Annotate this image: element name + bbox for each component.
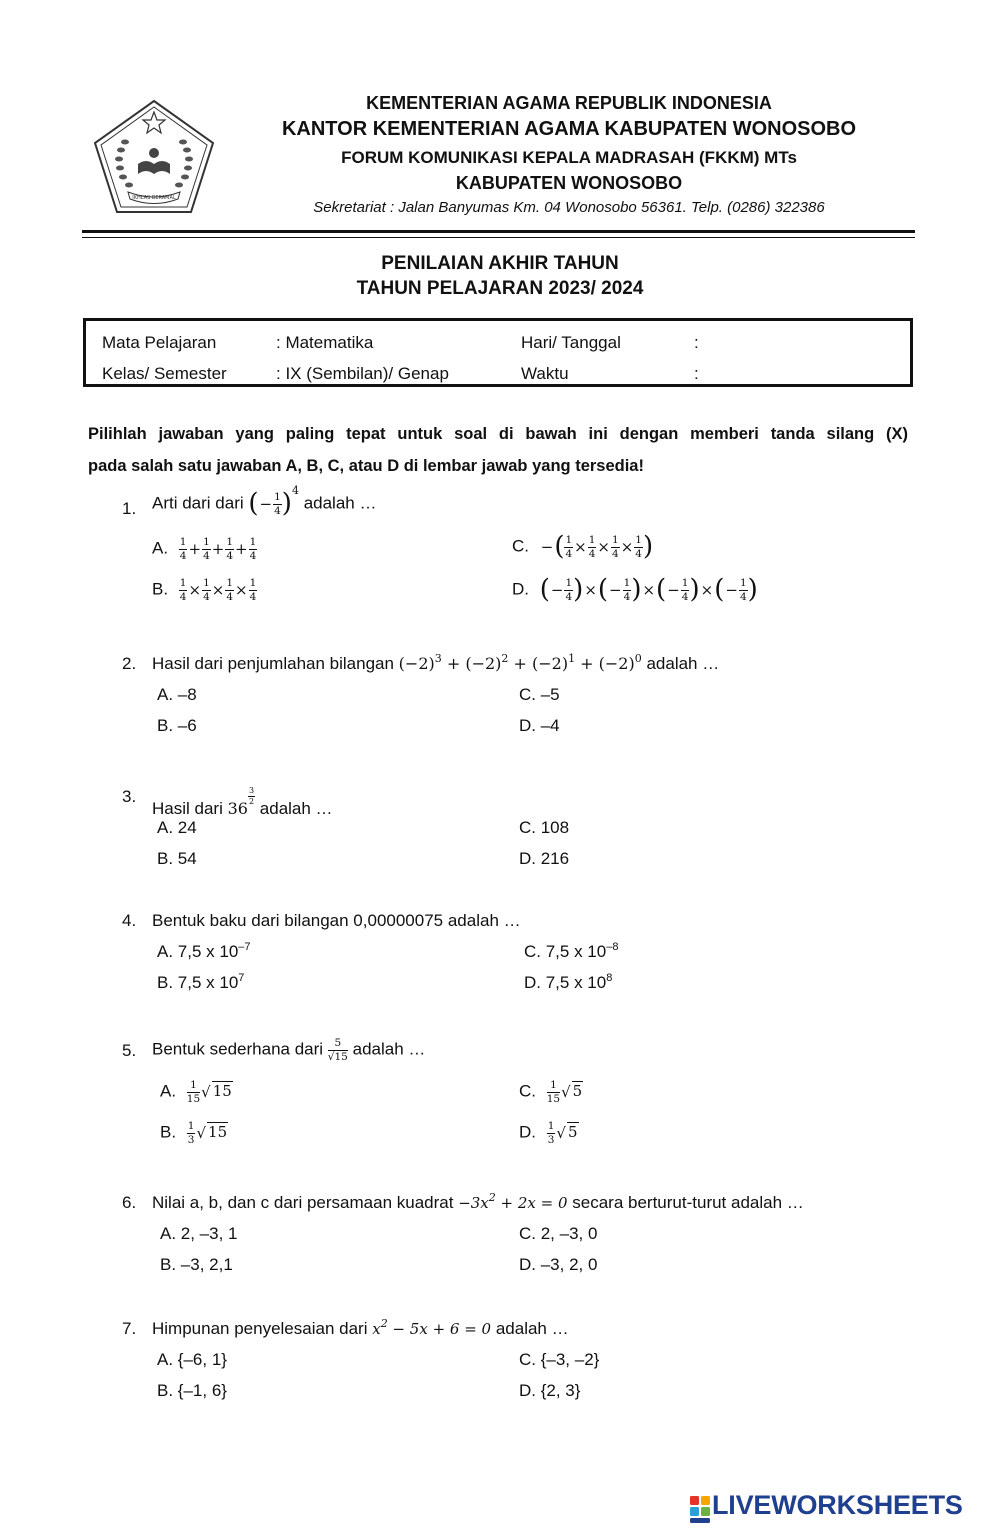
question-text: Himpunan penyelesaian dari (152, 1319, 368, 1338)
question-text-suffix: adalah … (495, 1319, 569, 1338)
q5-option-d[interactable]: D. $\frac{1}{3}$ √ 5 (519, 1120, 578, 1146)
q2-option-d[interactable]: D. –4 (519, 716, 560, 735)
question-5-expression: $\frac{5}{√15}$ (327, 1037, 348, 1063)
q4-option-c[interactable]: C. 7,5 x $10^{-8}$ (524, 941, 619, 961)
question-text: Bentuk baku dari bilangan 0,00000075 adalah … (152, 911, 521, 930)
q6-option-c[interactable]: C. 2, –3, 0 (519, 1224, 598, 1243)
question-6-expression: $-3x^2 + 2x = 0$ (458, 1191, 568, 1212)
question-text-suffix: secara berturut-turut adalah … (572, 1193, 804, 1212)
q3-option-d[interactable]: D. 216 (519, 849, 570, 868)
question-text: Bentuk sederhana dari (152, 1039, 324, 1059)
subject-label: Mata Pelajaran (102, 333, 217, 352)
q1-option-a[interactable]: A. $\frac{1}{4}$ + $\frac{1}{4}$ + $\frac{1}{4}$ + $\frac{1}{4}$ (152, 536, 257, 562)
time-label: Waktu (521, 364, 569, 383)
question-text: Hasil dari (152, 799, 223, 818)
q4-option-a[interactable]: A. 7,5 x $10^{-7}$ (157, 941, 251, 961)
q7-option-a[interactable]: A. {–6, 1} (157, 1350, 227, 1369)
q4-option-b[interactable]: B. 7,5 x $10^7$ (157, 972, 245, 992)
instruction-line-2: pada salah satu jawaban A, B, C, atau D di lembar jawab yang tersedia! (88, 457, 644, 475)
question-number: 3. (122, 787, 137, 806)
day-label: Hari/ Tanggal (521, 333, 621, 352)
question-text-suffix: adalah … (303, 493, 377, 513)
question-number: 4. (122, 911, 137, 930)
ministry-emblem-icon (92, 98, 216, 216)
q2-option-c[interactable]: C. –5 (519, 685, 560, 704)
question-text: Arti dari dari (152, 493, 244, 513)
q3-option-b[interactable]: B. 54 (157, 849, 197, 868)
identity-box (83, 318, 913, 387)
q1-option-c[interactable]: C. −( $\frac{1}{4}$ × $\frac{1}{4}$ × $\frac{1}{4}$ × $\frac{1}{4}$ ) (512, 532, 654, 562)
subject-value: : Matematika (276, 333, 374, 352)
question-number: 2. (122, 654, 137, 673)
instruction-line-1: Pilihlah jawaban yang paling tepat untuk soal di bawah ini dengan memberi tanda silang (X) (88, 425, 908, 443)
q7-option-c[interactable]: C. {–3, –2} (519, 1350, 600, 1369)
class-value: : IX (Sembilan)/ Genap (276, 364, 449, 383)
class-label: Kelas/ Semester (102, 364, 227, 383)
q5-option-a[interactable]: A. $\frac{1}{15}$ √ 15 (160, 1079, 232, 1105)
q7-option-b[interactable]: B. {–1, 6} (157, 1381, 227, 1400)
header-rule-thin (82, 237, 915, 238)
q4-option-d[interactable]: D. 7,5 x $10^8$ (524, 972, 613, 992)
q3-option-a[interactable]: A. 24 (157, 818, 197, 837)
question-7-expression: $x^2 - 5x + 6 = 0$ (372, 1317, 492, 1338)
q3-option-c[interactable]: C. 108 (519, 818, 570, 837)
q2-option-a[interactable]: A. –8 (157, 685, 197, 704)
question-text-suffix: adalah … (646, 654, 720, 673)
time-value: : (694, 364, 699, 383)
q5-option-c[interactable]: C. $\frac{1}{15}$ √ 5 (519, 1079, 583, 1105)
q1-option-b[interactable]: B. $\frac{1}{4}$ × $\frac{1}{4}$ × $\frac{1}{4}$ × $\frac{1}{4}$ (152, 577, 257, 603)
exam-year: TAHUN PELAJARAN 2023/ 2024 (356, 278, 644, 299)
header-rule-thick (82, 230, 915, 233)
exam-title: PENILAIAN AKHIR TAHUN (381, 253, 619, 274)
question-number: 1. (122, 499, 137, 518)
question-text: Nilai a, b, dan c dari persamaan kuadrat (152, 1193, 454, 1212)
secretariat-address: Sekretariat : Jalan Banyumas Km. 04 Wonosobo 56361. Telp. (0286) 322386 (313, 199, 825, 216)
question-3-expression: 36 $\frac{3}{2}$ (227, 786, 255, 818)
q6-option-d[interactable]: D. –3, 2, 0 (519, 1255, 598, 1274)
q2-option-b[interactable]: B. –6 (157, 716, 197, 735)
liveworksheets-brand[interactable]: LIVEWORKSHEETS (712, 1490, 963, 1520)
question-number: 5. (122, 1041, 137, 1060)
ministry-title: KEMENTERIAN AGAMA REPUBLIK INDONESIA (366, 93, 772, 113)
q6-option-a[interactable]: A. 2, –3, 1 (160, 1224, 238, 1243)
office-title: KANTOR KEMENTERIAN AGAMA KABUPATEN WONOSOBO (281, 118, 857, 140)
question-text: Hasil dari penjumlahan bilangan (152, 654, 394, 673)
day-value: : (694, 333, 699, 352)
question-text-suffix: adalah … (352, 1039, 426, 1059)
svg-text:IKHLAS BERAMAL: IKHLAS BERAMAL (132, 195, 176, 201)
q7-option-d[interactable]: D. {2, 3} (519, 1381, 581, 1400)
question-2-expression: $(-2)^3 + (-2)^2 + (-2)^1 + (-2)^0$ (398, 652, 642, 673)
liveworksheets-logo-icon (690, 1492, 710, 1528)
question-number: 6. (122, 1193, 137, 1212)
regency-title: KABUPATEN WONOSOBO (455, 173, 683, 193)
q5-option-b[interactable]: B. $\frac{1}{3}$ √ 15 (160, 1120, 228, 1146)
question-1-expression: (− $\frac{1}{4}$ )$^4$ (248, 484, 299, 519)
q6-option-b[interactable]: B. –3, 2,1 (160, 1255, 233, 1274)
q1-option-d[interactable]: D. (− $\frac{1}{4}$ )×(− $\frac{1}{4}$ )×(− $\frac{1}{4}$ )×(− $\frac{1}{4}$ ) (512, 575, 758, 605)
question-text-suffix: adalah … (259, 799, 333, 818)
forum-title: FORUM KOMUNIKASI KEPALA MADRASAH (FKKM) MTs (341, 148, 797, 167)
question-number: 7. (122, 1319, 137, 1338)
